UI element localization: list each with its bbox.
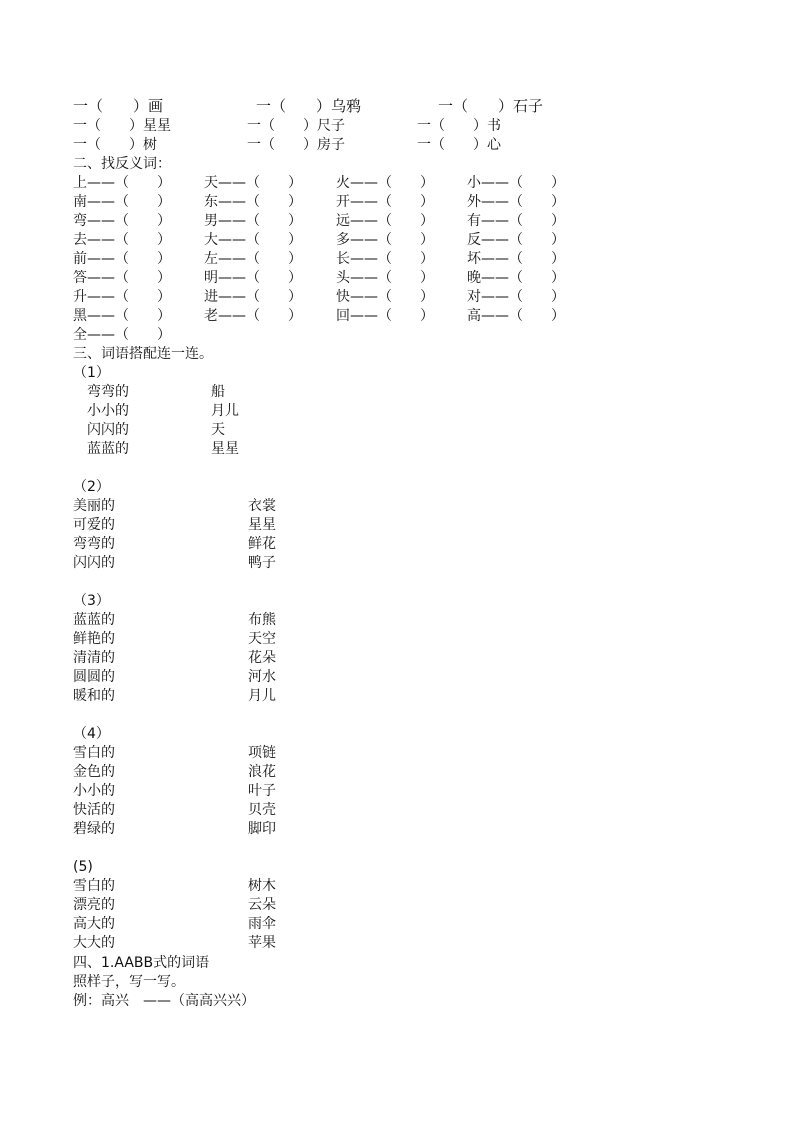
matching-left-word: 可爱的 [73,517,115,533]
matching-left-word: 清清的 [73,650,115,666]
matching-left-word: 碧绿的 [73,821,115,837]
matching-left-word: 蓝蓝的 [87,441,129,457]
antonym-item: 南——（ ） [73,194,171,210]
measure-item: 一（ ）星星 [73,118,171,134]
antonym-item: 快——（ ） [336,289,434,305]
matching-group-label: （2） [73,479,110,495]
antonym-item: 男——（ ） [204,213,302,229]
aabb-example: 例：高兴 ——（高高兴兴） [73,993,255,1009]
matching-right-word: 船 [211,384,225,400]
matching-left-word: 雪白的 [73,745,115,761]
antonym-item: 前——（ ） [73,251,171,267]
matching-right-word: 脚印 [248,821,276,837]
matching-right-word: 贝壳 [248,802,276,818]
matching-right-word: 花朵 [248,650,276,666]
antonym-item: 开——（ ） [336,194,434,210]
antonym-item: 有——（ ） [467,213,565,229]
matching-left-word: 鲜艳的 [73,631,115,647]
antonym-item: 老——（ ） [204,308,302,324]
antonym-item: 头——（ ） [336,270,434,286]
measure-item: 一（ ）画 [73,97,164,115]
matching-left-word: 弯弯的 [87,384,129,400]
matching-left-word: 雪白的 [73,878,115,894]
measure-item: 一（ ）尺子 [247,118,345,134]
antonym-item: 升——（ ） [73,289,171,305]
matching-group-label: （1） [73,365,110,381]
matching-left-word: 漂亮的 [73,897,115,913]
antonym-item: 坏——（ ） [467,251,565,267]
matching-right-word: 天 [211,422,225,438]
matching-left-word: 美丽的 [73,498,115,514]
matching-right-word: 星星 [248,517,276,533]
matching-right-word: 苹果 [248,935,276,951]
matching-left-word: 闪闪的 [87,422,129,438]
antonym-item: 去——（ ） [73,232,171,248]
antonyms-heading: 二、找反义词： [73,156,171,172]
antonym-item: 东——（ ） [204,194,302,210]
antonym-item: 对——（ ） [467,289,565,305]
antonym-item: 远——（ ） [336,213,434,229]
measure-item: 一（ ）树 [73,137,157,153]
measure-item: 一（ ）乌鸦 [256,97,362,115]
matching-right-word: 布熊 [248,612,276,628]
antonym-item: 反——（ ） [467,232,565,248]
antonym-item: 火——（ ） [336,175,434,191]
matching-left-word: 金色的 [73,764,115,780]
measure-item: 一（ ）石子 [438,97,544,115]
matching-group-label: （4） [73,726,110,742]
antonym-item: 晚——（ ） [467,270,565,286]
antonym-item: 多——（ ） [336,232,434,248]
antonym-item: 黑——（ ） [73,308,171,324]
matching-right-word: 月儿 [211,403,239,419]
antonym-item: 小——（ ） [467,175,565,191]
matching-group-label: (5) [73,859,93,875]
matching-left-word: 闪闪的 [73,555,115,571]
matching-left-word: 蓝蓝的 [73,612,115,628]
antonym-item: 进——（ ） [204,289,302,305]
matching-right-word: 雨伞 [248,916,276,932]
antonym-item: 长——（ ） [336,251,434,267]
matching-right-word: 月儿 [248,688,276,704]
matching-heading: 三、词语搭配连一连。 [73,346,213,362]
matching-left-word: 快活的 [73,802,115,818]
matching-left-word: 小小的 [87,403,129,419]
matching-left-word: 圆圆的 [73,669,115,685]
antonym-item: 答——（ ） [73,270,171,286]
antonym-item: 天——（ ） [204,175,302,191]
matching-right-word: 星星 [211,441,239,457]
antonym-item: 左——（ ） [204,251,302,267]
matching-right-word: 树木 [248,878,276,894]
matching-group-label: （3） [73,593,110,609]
matching-right-word: 河水 [248,669,276,685]
antonym-item: 明——（ ） [204,270,302,286]
matching-right-word: 鸭子 [248,555,276,571]
matching-right-word: 项链 [248,745,276,761]
measure-item: 一（ ）房子 [247,137,345,153]
matching-left-word: 暖和的 [73,688,115,704]
antonym-item: 高——（ ） [467,308,565,324]
measure-item: 一（ ）心 [417,137,501,153]
aabb-instruction: 照样子，写一写。 [73,974,185,990]
measure-item: 一（ ）书 [417,118,501,134]
matching-right-word: 鲜花 [248,536,276,552]
antonym-item: 全——（ ） [73,327,171,343]
matching-left-word: 大大的 [73,935,115,951]
matching-right-word: 云朵 [248,897,276,913]
antonym-item: 回——（ ） [336,308,434,324]
matching-right-word: 浪花 [248,764,276,780]
matching-left-word: 弯弯的 [73,536,115,552]
antonym-item: 弯——（ ） [73,213,171,229]
aabb-heading: 四、1.AABB式的词语 [73,955,210,971]
matching-left-word: 小小的 [73,783,115,799]
matching-right-word: 衣裳 [248,498,276,514]
matching-right-word: 天空 [248,631,276,647]
antonym-item: 外——（ ） [467,194,565,210]
matching-right-word: 叶子 [248,783,276,799]
antonym-item: 大——（ ） [204,232,302,248]
antonym-item: 上——（ ） [73,175,171,191]
matching-left-word: 高大的 [73,916,115,932]
